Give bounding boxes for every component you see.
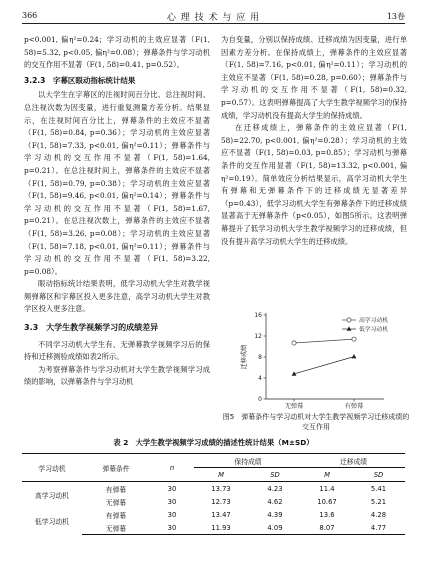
series-line-0	[294, 339, 354, 343]
header-tra-sd: SD	[352, 468, 405, 482]
cell-tra-sd: 5.21	[370, 497, 387, 506]
legend-label: 低学习动机	[359, 327, 388, 334]
legend-marker	[347, 326, 352, 330]
header-transfer: 迁移成绩	[302, 454, 405, 468]
chart-axes	[266, 313, 384, 399]
chart-ticks	[254, 312, 363, 410]
y-axis-label: 迁移成绩	[241, 344, 248, 370]
table-row	[22, 508, 405, 521]
figure-5-chart	[214, 305, 410, 411]
y-tick-label: 4	[258, 375, 262, 383]
cell-condition: 有弹幕	[105, 511, 127, 520]
cell-n: 30	[167, 510, 177, 519]
cell-tra-sd: 4.77	[352, 521, 405, 535]
header-ret-sd: SD	[248, 468, 302, 482]
cell-tra-m: 10.67	[317, 497, 337, 506]
cell-ret-m: 13.47	[211, 510, 231, 519]
cell-condition: 有弹幕	[105, 485, 127, 494]
y-tick-label: 12	[254, 333, 262, 341]
paragraph-subtitle-area-results: 以大学生在字幕区的注视时间百分比、总注视时间、总注视次数为因变量，进行重复测量方差分析。结果显示，在注视时间百分比上，弹幕条件的主效应不显著（F(1, 58)=0.84, p=0.36）；学习动机的主效应显著（F(1, 58)=7.33, p<0.01, 偏η²=0.11）；弹幕条件与学习动机的交互作用不显著（F(1, 58)=1.64, p=0.21）。在总注视时间上，弹幕条件的主效应不显著（F(1, 58)=0.79, p=0.38）；学习动机的主效应显著（F(1, 58)=9.46, p<0.01, 偏η²=0.14）；弹幕条件与学习动机的交互作用不显著（F(1, 58)=1.67, p=0.21）。在总注视次数上，弹幕条件的主效应不显著（F(1, 58)=3.26, p=0.08）；学习动机的主效应显著（F(1, 58)=7.18, p<0.01, 偏η²=0.11）；弹幕条件与学习动机的交互作用不显著（F(1, 58)=3.22, p=0.08）。	[24, 90, 210, 276]
cell-ret-sd: 4.62	[267, 497, 283, 506]
paragraph-eye-summary: 眼动指标统计结果表明，低学习动机大学生对教学视频弹幕区和字幕区投入更多注意，高学习动机大学生对教学区投入更多注意。	[24, 279, 210, 314]
paragraph-retention: 为自变量，分别以保持成绩、迁移成绩为因变量，进行单因素方差分析。在保持成绩上，弹幕条件的主效应显著（F(1, 58)=7.16, p<0.01, 偏η²=0.11）；学习动机的主效应不显著（F(1, 58)=0.28, p=0.60）；弹幕条件与学习动机的交互作用不显著（F(1, 58)=0.32, p=0.57）。这表明弹幕提高了大学生教学视频学习的保持成绩，学习动机没有提高大学生的保持成绩。	[221, 35, 407, 120]
chart-series	[292, 337, 357, 376]
section-heading-3-2-3: 3.2.3 字幕区眼动指标统计结果	[24, 75, 136, 85]
figure-5-caption: 图5 弹幕条件与学习动机对大学生教学视频学习迁移成绩的交互作用	[222, 413, 410, 431]
cell-ret-m: 12.73	[211, 497, 231, 506]
header-ret-m: M	[194, 468, 248, 482]
data-point	[352, 337, 356, 341]
group-low: 低学习动机	[35, 518, 69, 527]
volume-label: 13卷	[386, 12, 405, 21]
y-tick-label: 0	[258, 396, 262, 404]
cell-condition: 无弹幕	[105, 498, 127, 507]
x-tick-label: 有弹幕	[344, 403, 364, 410]
left-column	[24, 34, 210, 389]
cell-ret-m: 13.73	[211, 484, 231, 493]
cell-ret-sd: 4.23	[267, 484, 283, 493]
paragraph-scores-intro: 不同学习动机大学生有、无弹幕教学视频学习后的保持和迁移测验成绩如表2所示。	[24, 339, 210, 362]
cell-tra-m: 13.6	[319, 510, 335, 519]
header-condition: 弹幕条件	[82, 454, 150, 482]
cell-tra-sd: 4.28	[370, 510, 387, 519]
y-tick-label: 8	[258, 354, 262, 362]
right-column	[221, 34, 407, 248]
cell-ret-m: 11.93	[194, 521, 248, 535]
cell-tra-m: 11.4	[319, 484, 335, 493]
header-tra-m: M	[302, 468, 352, 482]
cell-n: 30	[150, 521, 194, 535]
page-number: 366	[22, 11, 38, 20]
cell-tra-sd: 5.41	[370, 484, 387, 493]
paragraph-scores-method: 为考察弹幕条件与学习动机对大学生教学视频学习成绩的影响，以弹幕条件与学习动机	[24, 364, 210, 387]
section-heading-3-3: 3.3 大学生教学视频学习的成绩差异	[24, 323, 159, 333]
cell-n: 30	[167, 497, 177, 506]
paragraph-continued: p<0.001, 偏η²=0.24；学习动机的主效应显著（F(1, 58)=5.32, p<0.05, 偏η²=0.08）；弹幕条件与学习动机的交互作用不显著（F(1, 58)=0.41, p=0.52）。	[24, 35, 210, 70]
cell-condition: 无弹幕	[82, 521, 150, 535]
data-point	[292, 341, 296, 345]
cell-tra-m: 8.07	[302, 521, 352, 535]
legend-label: 高学习动机	[359, 318, 388, 325]
legend-marker	[347, 318, 351, 322]
header-motivation: 学习动机	[22, 454, 82, 482]
data-point	[352, 354, 357, 358]
table-2-caption: 表 2 大学生教学视频学习成绩的描述性统计结果（M±SD）	[113, 438, 314, 447]
running-header	[22, 7, 405, 24]
cell-ret-sd: 4.09	[248, 521, 302, 535]
header-retention: 保持成绩	[194, 454, 302, 468]
table-2	[22, 453, 405, 535]
header-n: n	[150, 454, 194, 482]
x-tick-label: 无弹幕	[284, 403, 304, 410]
table-row	[22, 482, 405, 496]
cell-ret-sd: 4.39	[267, 510, 283, 519]
paragraph-transfer: 在迁移成绩上，弹幕条件的主效应显著（F(1, 58)=22.70, p<0.001, 偏η²=0.28）；学习动机的主效应不显著（F(1, 58)=0.03, p=0.85）；学习动机与弹幕条件的交互作用显著（F(1, 58)=13.32, p<0.001, 偏η²=0.19）。简单效应分析结果显示，高学习动机大学生有弹幕和无弹幕条件下的迁移成绩无显著差异（p=0.43），低学习动机大学生有弹幕条件下的迁移成绩显著高于无弹幕条件（p<0.05），如图5所示。这表明弹幕提升了低学习动机大学生教学视频学习的迁移成绩，但没有提升高学习动机大学生的迁移成绩。	[221, 123, 407, 246]
series-line-1	[294, 357, 354, 374]
chart-legend	[342, 316, 388, 333]
journal-title: 心 理 技 术 与 应 用	[166, 13, 261, 23]
cell-n: 30	[167, 484, 177, 493]
group-high: 高学习动机	[35, 492, 69, 500]
y-tick-label: 16	[254, 312, 262, 320]
